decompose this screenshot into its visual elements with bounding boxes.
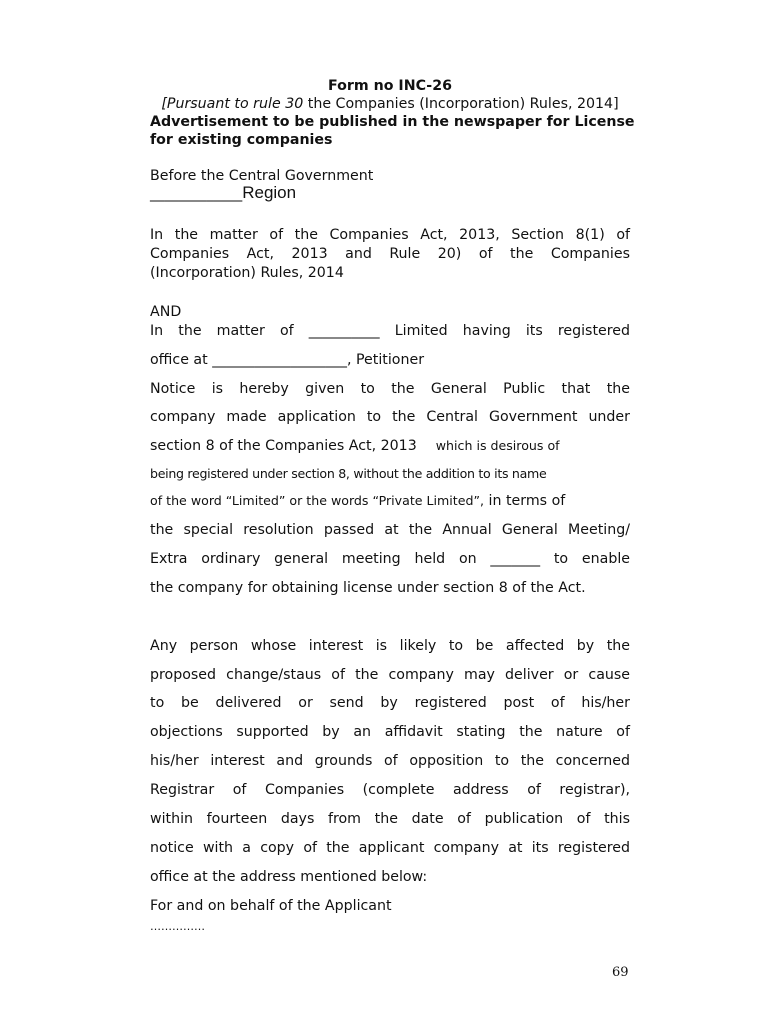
region-line <box>150 184 296 203</box>
objection-line-4: objections supported by an affidavit stating the nature of <box>150 724 630 740</box>
notice-line-5a: of the word “Limited” or the words “Private Limited”, <box>150 493 485 508</box>
authority-line: Before the Central Government <box>150 168 374 184</box>
notice-line-3a: section 8 of the Companies Act, 2013 <box>150 438 417 454</box>
notice-line-4: being registered under section 8, without the addition to its name <box>150 466 547 481</box>
behalf-line: For and on behalf of the Applicant <box>150 898 392 914</box>
notice-line-8: the company for obtaining license under section 8 of the Act. <box>150 580 586 596</box>
heading-line-1: Advertisement to be published in the newspaper for License <box>150 114 635 130</box>
region-label: Region <box>242 183 297 202</box>
signature-dots: …………… <box>150 920 205 933</box>
pursuant-italic: [Pursuant to rule 30 <box>161 96 304 112</box>
notice-line-7: Extra ordinary general meeting held on _______ to enable <box>150 551 630 567</box>
objection-line-8: notice with a copy of the applicant company at its registered <box>150 840 630 856</box>
heading-line-2: for existing companies <box>150 132 333 148</box>
region-blank: _____________ <box>150 186 243 202</box>
objection-line-7: within fourteen days from the date of publication of this <box>150 811 630 827</box>
pursuant-line <box>0 95 770 113</box>
matter1-line-2: Companies Act, 2013 and Rule 20) of the Companies <box>150 246 630 262</box>
form-title: Form no INC-26 <box>328 78 452 94</box>
notice-line-3 <box>150 437 560 455</box>
objection-line-6: Registrar of Companies (complete address of registrar), <box>150 782 630 798</box>
objection-line-9: office at the address mentioned below: <box>150 869 428 885</box>
matter1-line-1: In the matter of the Companies Act, 2013, Section 8(1) of <box>150 227 630 243</box>
notice-line-3b: which is desirous of <box>435 438 560 453</box>
notice-line-1: Notice is hereby given to the General Public that the <box>150 381 630 397</box>
notice-line-6: the special resolution passed at the Annual General Meeting/ <box>150 522 630 538</box>
objection-line-1: Any person whose interest is likely to be affected by the <box>150 638 630 654</box>
notice-line-2: company made application to the Central Government under <box>150 409 630 425</box>
notice-line-5 <box>150 492 565 510</box>
page-number: 69 <box>612 965 629 980</box>
matter2-line-2: office at ___________________, Petitioner <box>150 352 425 368</box>
matter1-line-3: (Incorporation) Rules, 2014 <box>150 265 344 281</box>
pursuant-rest: the Companies (Incorporation) Rules, 2014] <box>303 96 619 112</box>
objection-line-3: to be delivered or send by registered post of his/her <box>150 695 630 711</box>
objection-line-2: proposed change/staus of the company may deliver or cause <box>150 667 630 683</box>
notice-line-5b: in terms of <box>484 493 566 509</box>
matter2-line-1: In the matter of __________ Limited having its registered <box>150 323 630 339</box>
and-label: AND <box>150 304 182 320</box>
objection-line-5: his/her interest and grounds of opposition to the concerned <box>150 753 630 769</box>
